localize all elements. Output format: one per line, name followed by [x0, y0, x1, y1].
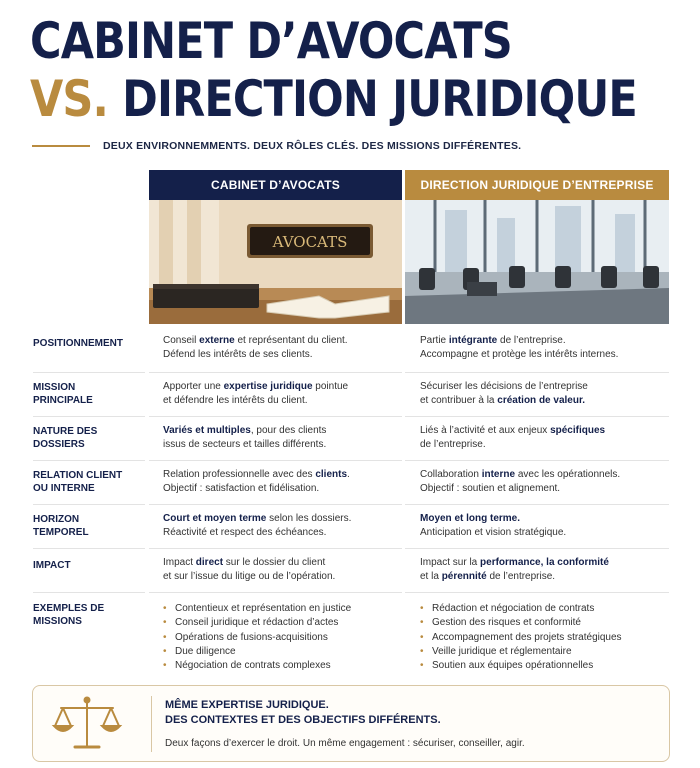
examples-list-direction: [420, 602, 665, 673]
row-divider: [405, 372, 669, 373]
row-divider: [149, 372, 402, 373]
row-divider: [149, 416, 402, 417]
row-label-nature: NATURE DES DOSSIERS: [33, 426, 98, 450]
row-divider: [405, 592, 669, 593]
page-title: [30, 12, 637, 128]
list-item: • Accompagnement des projets stratégiques: [420, 631, 665, 645]
list-item: • Rédaction et négociation de contrats: [420, 602, 665, 616]
footer-divider: [151, 696, 152, 752]
list-item: • Soutien aux équipes opérationnelles: [420, 659, 665, 673]
row-label-exemples: EXEMPLES DE MISSIONS: [33, 603, 105, 627]
row-divider: [33, 372, 145, 373]
row-divider: [405, 460, 669, 461]
footer-heading-line-1: MÊME EXPERTISE JURIDIQUE.: [165, 699, 329, 711]
list-item: • Négociation de contrats complexes: [163, 659, 393, 673]
cell-direction-horizon: Moyen et long terme. Anticipation et vision stratégique.: [420, 513, 567, 538]
row-divider: [33, 592, 145, 593]
row-divider: [405, 416, 669, 417]
row-divider: [149, 592, 402, 593]
cell-direction-positionnement: Partie intégrante de l’entreprise. Accompagne et protège les intérêts internes.: [420, 335, 619, 360]
footer-heading-line-2: DES CONTEXTES ET DES OBJECTIFS DIFFÉRENTS.: [165, 714, 441, 726]
cell-cabinet-mission: Apporter une expertise juridique pointue et défendre les intérêts du client.: [163, 381, 349, 406]
row-divider: [33, 548, 145, 549]
row-divider: [149, 548, 402, 549]
row-label-positionnement: POSITIONNEMENT: [33, 338, 124, 349]
title-line-2: DIRECTION JURIDIQUE: [122, 70, 637, 128]
row-divider: [33, 416, 145, 417]
cell-cabinet-nature: Variés et multiples, pour des clients issus de secteurs et tailles différents.: [163, 425, 327, 450]
title-vs: VS.: [30, 70, 109, 128]
cell-cabinet-relation: Relation professionnelle avec des clients. Objectif : satisfaction et fidélisation.: [163, 469, 350, 494]
list-item: • Due diligence: [163, 645, 393, 659]
column-header-cabinet: CABINET D’AVOCATS: [149, 170, 402, 200]
row-divider: [405, 504, 669, 505]
cell-cabinet-positionnement: Conseil externe et représentant du client. Défend les intérêts de ses clients.: [163, 335, 348, 360]
cell-cabinet-impact: Impact direct sur le dossier du client et sur l’issue du litige ou de l’opération.: [163, 557, 336, 582]
row-divider: [33, 504, 145, 505]
scales-of-justice-icon: [51, 694, 123, 754]
subtitle-rule: [32, 145, 90, 147]
summary-box: [32, 685, 670, 762]
footer-heading: [165, 698, 441, 728]
list-item: • Opérations de fusions-acquisitions: [163, 631, 393, 645]
row-divider: [149, 504, 402, 505]
list-item: • Gestion des risques et conformité: [420, 616, 665, 630]
list-item: • Contentieux et représentation en justice: [163, 602, 393, 616]
title-line-1: CABINET D’AVOCATS: [30, 12, 512, 70]
cell-direction-relation: Collaboration interne avec les opérationnels. Objectif : soutien et alignement.: [420, 469, 621, 494]
row-divider: [149, 460, 402, 461]
cell-direction-mission: Sécuriser les décisions de l’entreprise et contribuer à la création de valeur.: [420, 381, 588, 406]
cell-direction-nature: Liés à l’activité et aux enjeux spécifiques de l’entreprise.: [420, 425, 606, 450]
cell-cabinet-horizon: Court et moyen terme selon les dossiers. Réactivité et respect des échéances.: [163, 513, 352, 538]
avocats-sign: AVOCATS: [272, 233, 348, 251]
column-header-direction: DIRECTION JURIDIQUE D’ENTREPRISE: [405, 170, 669, 200]
row-label-mission: MISSION PRINCIPALE: [33, 382, 93, 406]
cell-direction-impact: Impact sur la performance, la conformité et la pérennité de l’entreprise.: [420, 557, 609, 582]
law-office-image: [149, 200, 402, 324]
row-label-impact: IMPACT: [33, 560, 71, 571]
footer-description: Deux façons d’exercer le droit. Un même engagement : sécuriser, conseiller, agir.: [165, 738, 525, 749]
boardroom-image: [405, 200, 669, 324]
examples-list-cabinet: [163, 602, 393, 673]
list-item: • Veille juridique et réglementaire: [420, 645, 665, 659]
row-label-horizon: HORIZON TEMPOREL: [33, 514, 89, 538]
list-item: • Conseil juridique et rédaction d’actes: [163, 616, 393, 630]
row-divider: [405, 548, 669, 549]
subtitle: DEUX ENVIRONNEMMENTS. DEUX RÔLES CLÉS. DES MISSIONS DIFFÉRENTES.: [103, 140, 522, 152]
row-divider: [33, 460, 145, 461]
row-label-relation: RELATION CLIENT OU INTERNE: [33, 470, 123, 494]
